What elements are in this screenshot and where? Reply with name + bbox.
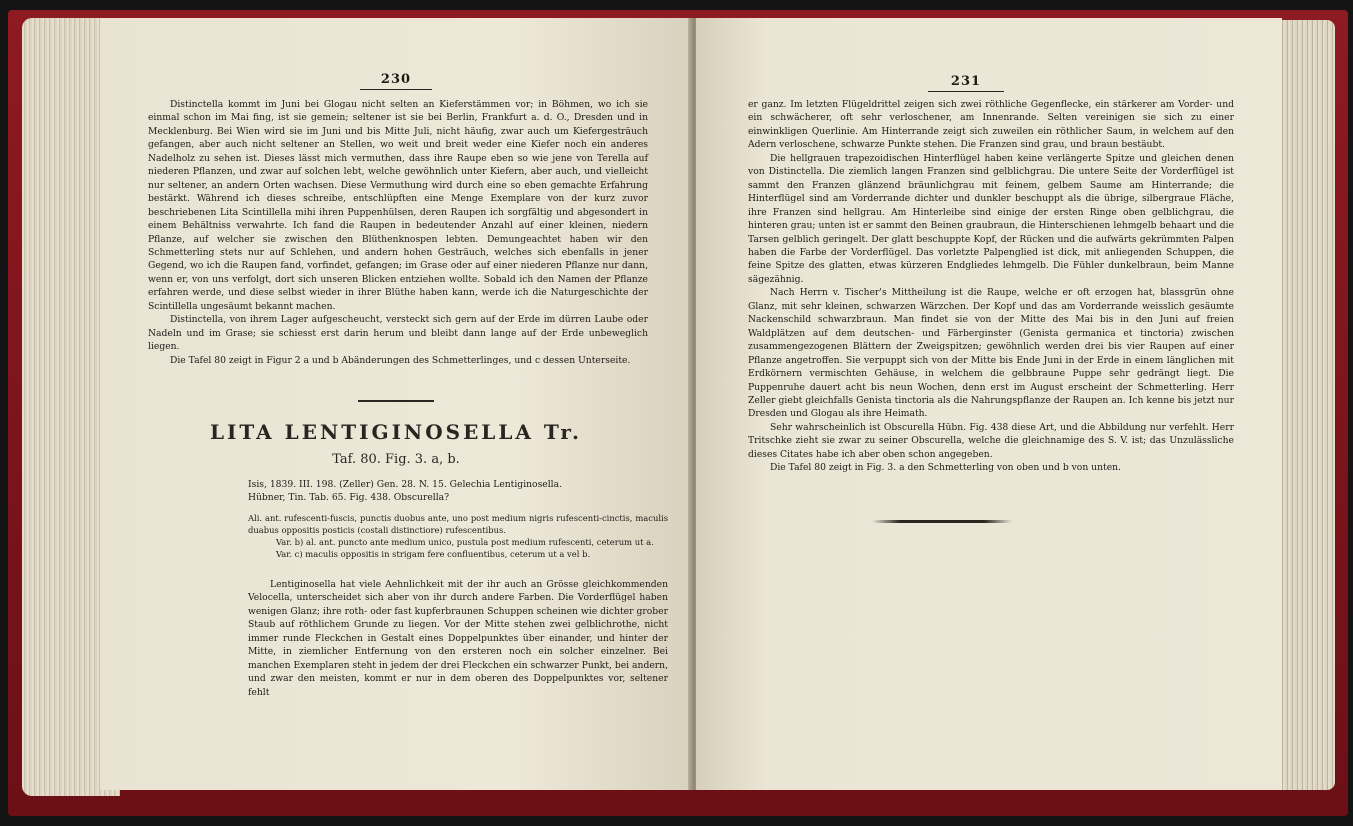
- plate-reference: Taf. 80. Fig. 3. a, b.: [332, 452, 460, 467]
- reference-line: Hübner, Tin. Tab. 65. Fig. 438. Obscurella?: [248, 492, 450, 503]
- body-text: [748, 98, 1234, 475]
- right-page: [696, 18, 1282, 790]
- paragraph: Nach Herrn v. Tischer's Mittheilung ist die Raupe, welche er oft erzogen hat, blassgrün ohne Glanz, mit sehr kleinen, schwarzen Wärzchen. Der Kopf und das am Vorderrande weisslich gesäumte Nackenschild schwarzbraun. Man findet sie von der Mitte des Mai bis in den Juni auf freien Waldplätzen auf dem deutschen- und Färberginster (Genista germanica et tinctoria) zwischen zusammengezogenen Blättern der Zweigspitzen; gewöhnlich werden drei bis vier Raupen auf einer Pflanze angetroffen. Sie verpuppt sich von der Mitte bis Ende Juni in der Erde in einem länglichen mit Erdkörnern vermischten Gehäuse, in welchem die gelbbraune Puppe sehr gedrängt liegt. Die Puppenruhe dauert acht bis neun Wochen, denn erst im August erscheint der Schmetterling. Herr Zeller giebt gleichfalls Genista tinctoria als die Nahrungspflanze der Raupen an. Ich kenne bis jetzt nur Dresden und Glogau als ihre Heimath.: [748, 287, 1234, 420]
- diagnosis-line: Ali. ant. rufescenti-fuscis, punctis duobus ante, uno post medium nigris rufescenti-cinctis, maculis duabus oppositis posticis (costali distinctiore) rufescentibus.: [248, 513, 668, 535]
- end-ornament-rule: [872, 520, 1012, 523]
- body-text-top: [148, 98, 648, 367]
- paragraph: Lentiginosella hat viele Aehnlichkeit mit der ihr auch an Grösse gleichkommenden Velocella, unterscheidet sich aber von ihr durch andere Farben. Die Vorderflügel haben wenigen Glanz; ihre roth- oder fast kupferbraunen Schuppen scheinen wie dichter grober Staub auf röthlichem Grunde zu liegen. Vor der Mitte stehen zwei gelblichrothe, nicht immer runde Fleckchen in Gestalt eines Doppelpunktes über einander, und hinter der Mitte, in ziemlicher Entfernung von den ersteren noch ein solcher einzelner. Bei manchen Exemplaren steht in jedem der drei Fleckchen ein schwarzer Punkt, bei andern, und zwar den meisten, kommt er nur in dem oberen des Doppelpunktes vor, seltener fehlt: [248, 579, 668, 698]
- diagnosis-line: Var. c) maculis oppositis in strigam fere confluentibus, ceterum ut a vel b.: [276, 549, 591, 559]
- paragraph: Die hellgrauen trapezoidischen Hinterflügel haben keine verlängerte Spitze und gleichen denen von Distinctella. Die ziemlich langen Franzen sind gelblichgrau. Die untere Seite der Vorderflügel ist sammt den Franzen glänzend bräunlichgrau mit feinem, gelbem Saume am Hinterrande; die Hinterflügel sind am Vorderrande dichter und dunkler beschuppt als die übrige, silbergraue Fläche, ihre Franzen sind hellgrau. Am Hinterleibe sind einige der ersten Ringe oben gelblichgrau, die hinteren grau; unten ist er sammt den Beinen graubraun, die Hinterschienen lehmgelb behaart und die Tarsen gelblich geringelt. Der glatt beschuppte Kopf, der Rücken und die aufwärts gekrümmten Palpen haben die Farbe der Vorderflügel. Das vorletzte Palpenglied ist dick, mit anliegenden Schuppen, die feine Spitze des glatten, etwas kürzeren Endgliedes lehmgelb. Die Fühler dunkelbraun, beim Manne sägezähnig.: [748, 152, 1234, 285]
- section-divider: [358, 400, 434, 402]
- page-number-rule: [360, 89, 432, 90]
- page-number: 230: [380, 72, 412, 87]
- body-text-bottom: [248, 578, 668, 699]
- page-number-rule: [928, 91, 1004, 92]
- paragraph: Distinctella kommt im Juni bei Glogau nicht selten an Kieferstämmen vor; in Böhmen, wo ich sie einmal schon im Mai fing, ist sie gemein; seltener ist sie bei Berlin, Frankfurt a. d. O., Dresden und in Mecklenburg. Bei Wien wird sie im Juni und bis Mitte Juli, nicht häufig, zwar auch um Kiefergesträuch gefangen, aber auch nicht seltener an Stellen, wo weit und breit weder eine Kiefer noch ein anderes Nadelholz zu sehen ist. Dieses lässt mich vermuthen, dass ihre Raupe eben so wie jene von Terella auf niederen Pflanzen, und zwar auf solchen lebt, welche gewöhnlich unter Kiefern, aber auch, und vielleicht nur seltener, an andern Orten wachsen. Diese Vermuthung wird durch eine so eben gemachte Erfahrung bestärkt. Während ich dieses schreibe, entschlüpften eine Menge Exemplare von der kurz zuvor beschriebenen Lita Scintillella mihi ihren Puppenhülsen, deren Raupen ich sorgfältig und abgesondert in einem Behältniss verwahrte. Ich fand die Raupen in bedeutender Anzahl auf einer kleinen, niedern Pflanze, auf welcher sie zwischen den Blüthenknospen lebten. Demungeachtet haben wir den Schmetterling stets nur auf Schlehen, und andern hohen Gesträuch, welches sich ebenfalls in jener Gegend, wo ich die Raupen fand, vorfindet, gefangen; im Grase oder auf einer niederen Pflanze nur dann, wenn er, von uns verfolgt, dort sich unseren Blicken entziehen wollte. Sobald ich den Namen der Pflanze erfahren werde, und diese selbst wieder in ihrer Blüthe haben kann, werde ich die Naturgeschichte der Scintillella ungesäumt bekannt machen.: [148, 99, 648, 312]
- diagnosis-line: Var. b) al. ant. puncto ante medium unico, pustula post medium rufescenti, ceterum ut a.: [276, 537, 654, 547]
- literature-references: [248, 478, 668, 504]
- page-number: 231: [950, 74, 982, 89]
- reference-line: Isis, 1839. III. 198. (Zeller) Gen. 28. N. 15. Gelechia Lentiginosella.: [248, 479, 563, 490]
- paragraph: Distinctella, von ihrem Lager aufgescheucht, versteckt sich gern auf der Erde im dürren Laube oder Nadeln und im Grase; sie schiesst erst darin herum und bleibt dann lange auf der Erde unbeweglich liegen.: [148, 314, 648, 353]
- paragraph: Die Tafel 80 zeigt in Figur 2 a und b Abänderungen des Schmetterlinges, und c dessen Unterseite.: [170, 354, 631, 366]
- paragraph: Die Tafel 80 zeigt in Fig. 3. a den Schmetterling von oben und b von unten.: [770, 462, 1121, 474]
- paragraph: er ganz. Im letzten Flügeldrittel zeigen sich zwei röthliche Gegenflecke, ein stärkerer am Vorder- und ein schwächerer, oft sehr verloschener, am Innenrande. Selten vereinigen sie sich zu einer einwinkligen Querlinie. Am Hinterrande zeigt sich zuweilen ein röthlicher Saum, in welchem auf den Adern verloschene, schwarze Punkte stehen. Die Franzen sind grau, und braun bestäubt.: [748, 99, 1234, 151]
- species-title: LITA LENTIGINOSELLA Tr.: [209, 420, 583, 444]
- right-page-edges: [1275, 20, 1335, 790]
- paragraph: Sehr wahrscheinlich ist Obscurella Hübn. Fig. 438 diese Art, und die Abbildung nur verfehlt. Herr Tritschke zieht sie zwar zu seiner Obscurella, welche die gleichnamige des S. V. ist; das Unzulässliche dieses Citates habe ich aber oben schon angegeben.: [748, 421, 1234, 460]
- left-page: [100, 18, 692, 790]
- latin-diagnosis: [248, 512, 668, 560]
